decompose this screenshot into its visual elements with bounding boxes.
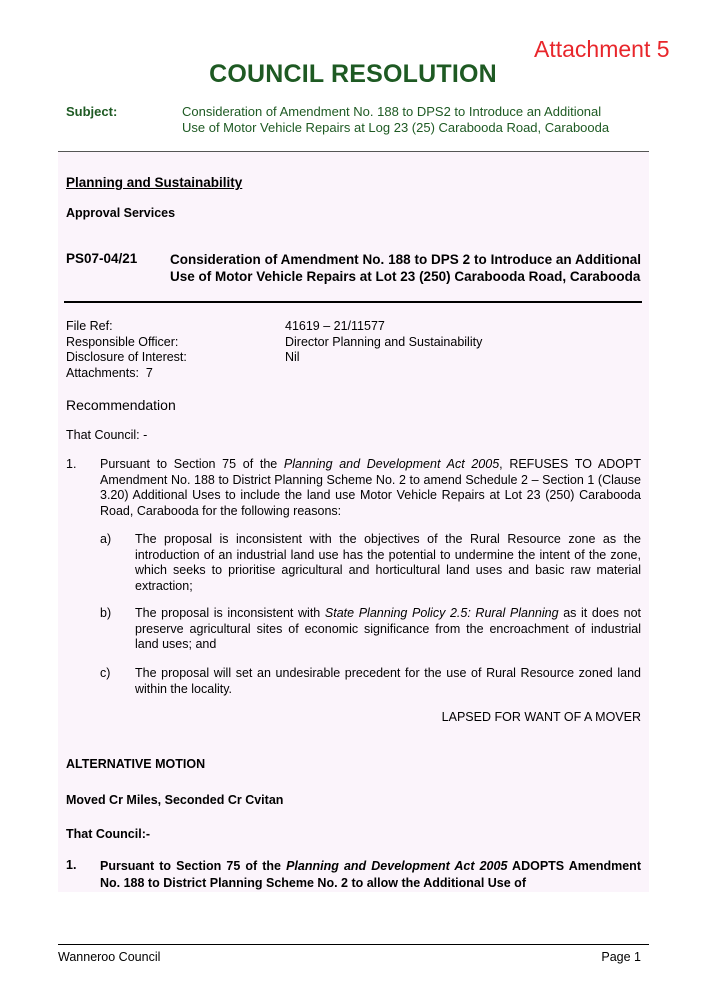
recommendation-paragraph-1: [100, 457, 641, 519]
p1-pre: Pursuant to Section 75 of the: [100, 457, 284, 471]
recommendation-that-council: That Council: -: [66, 428, 148, 442]
alternative-paragraph-1: [100, 858, 641, 892]
b-post: as it does not preserve agricultural sites of economic significance from the encroachment of industrial land uses; and: [135, 606, 642, 651]
footer-organisation: Wanneroo Council: [58, 950, 161, 964]
b-policy-title: State Planning Policy 2.5: Rural Planning: [324, 606, 559, 620]
subject-line-1: Consideration of Amendment No. 188 to DPS2 to Introduce an Additional: [182, 104, 602, 119]
file-ref-label: File Ref:: [66, 319, 113, 333]
item-code: PS07-04/21: [66, 251, 138, 266]
file-ref-value: 41619 – 21/11577: [285, 319, 385, 333]
officer-value: Director Planning and Sustainability: [285, 334, 483, 349]
moved-seconded: Moved Cr Miles, Seconded Cr Cvitan: [66, 793, 284, 807]
subject-line-2: Use of Motor Vehicle Repairs at Log 23 (25) Carabooda Road, Carabooda: [182, 120, 610, 135]
footer-page-number: Page 1: [601, 950, 641, 964]
recommendation-number-1: 1.: [66, 457, 77, 471]
alt-p1-pre: Pursuant to Section 75 of the: [100, 859, 287, 873]
attachments-count: Attachments: 7: [66, 365, 153, 380]
officer-label: Responsible Officer:: [66, 334, 179, 349]
subject-text: [182, 104, 642, 136]
attachment-label: Attachment 5: [534, 36, 670, 62]
section-subtitle: Approval Services: [66, 206, 176, 220]
recommendation-heading: Recommendation: [66, 397, 176, 413]
b-pre: The proposal is inconsistent with: [135, 606, 325, 620]
lapsed-status: LAPSED FOR WANT OF A MOVER: [441, 710, 641, 724]
alternative-number-1: 1.: [66, 858, 77, 872]
alt-p1-act-title: Planning and Development Act 2005: [286, 859, 508, 873]
alternative-that-council: That Council:-: [66, 827, 151, 841]
meta-values: [285, 319, 482, 366]
reason-a-text: The proposal is inconsistent with the objectives of the Rural Resource zone as the introduction of an industrial land use has the potential to undermine the intent of the zone, which seeks to prioritise agricultural and horticultural land uses and basic raw material extraction;: [135, 532, 641, 593]
item-divider: [64, 301, 642, 303]
alt-p1-post: ADOPTS Amendment No. 188 to District Planning Scheme No. 2 to allow the Additional Use of: [100, 859, 641, 890]
reason-c-text: The proposal will set an undesirable precedent for the use of Rural Resource zoned land within the locality.: [135, 666, 641, 696]
reason-b-label: b): [100, 606, 112, 620]
section-title: Planning and Sustainability: [66, 175, 243, 190]
item-title: Consideration of Amendment No. 188 to DPS 2 to Introduce an Additional Use of Motor Vehicle Repairs at Lot 23 (250) Carabooda Road, Carabooda: [170, 252, 641, 284]
reason-c-label: c): [100, 666, 111, 680]
subject-label: Subject:: [66, 104, 118, 119]
p1-post: , REFUSES TO ADOPT Amendment No. 188 to District Planning Scheme No. 2 to amend Schedule 2 – Section 1 (Clause 3.20) Additional Uses to include the land use Motor Vehicle Repairs at Lot 23 (250) Carabooda Road, Carabooda for the following reasons:: [100, 457, 641, 518]
reason-a-label: a): [100, 532, 112, 546]
footer-divider: [58, 944, 649, 945]
disclosure-label: Disclosure of Interest:: [66, 350, 187, 364]
meta-labels: [66, 319, 187, 381]
alternative-heading: ALTERNATIVE MOTION: [66, 757, 206, 771]
p1-act-title: Planning and Development Act 2005: [283, 457, 500, 471]
page-title: COUNCIL RESOLUTION: [209, 60, 497, 88]
reason-b-text: [135, 606, 641, 653]
disclosure-value: Nil: [285, 350, 300, 364]
